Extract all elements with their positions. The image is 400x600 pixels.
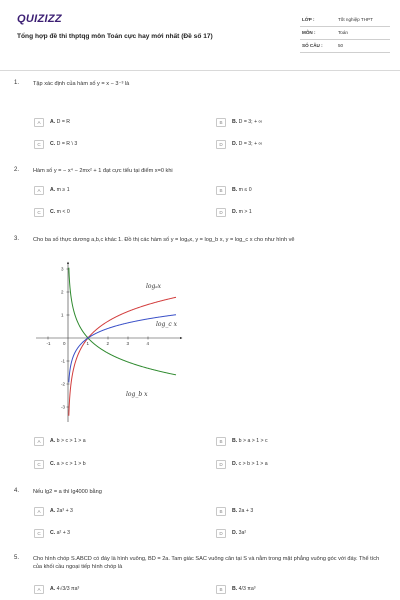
option-text (50, 209, 70, 215)
y-tick-label: 1 (61, 312, 64, 318)
meta-row-grade (300, 14, 390, 27)
option-key: D. (232, 461, 238, 467)
meta-value: Tốt nghiệp THPT (338, 17, 373, 22)
option-value: 4√3/3 πa³ (56, 586, 80, 592)
option-text (50, 586, 79, 592)
option-value: m > 1 (238, 209, 252, 215)
option-key: A. (50, 187, 56, 193)
option-key: A. (50, 438, 56, 444)
y-tick-label: -1 (61, 358, 66, 364)
option-value: D = 3; + ∞ (238, 119, 263, 125)
question-number: 1. (14, 80, 20, 86)
quizizz-logo: QUIZIZZ (17, 13, 62, 25)
worksheet-title: Tổng hợp đề thi thptqg môn Toán cực hay mới nhất (Đề số 17) (17, 33, 213, 40)
option-text (232, 461, 268, 467)
option-text (50, 508, 73, 514)
option-text (232, 119, 262, 125)
option-value: 3a² (238, 530, 247, 536)
y-tick-label: -2 (61, 381, 66, 387)
meta-label: LỚP : (302, 17, 315, 22)
option-text (50, 438, 86, 444)
question-text: Nếu lg2 = a thì lg4000 bằng (33, 489, 102, 495)
meta-row-subject (300, 27, 390, 40)
label-log-c: log_c x (156, 321, 178, 328)
x-tick-label: 0 (63, 341, 66, 346)
option-text (232, 438, 268, 444)
option-key: D. (232, 209, 238, 215)
option-letter: B (216, 118, 226, 127)
option-value: b > c > 1 > a (56, 438, 86, 444)
y-tick-label: -3 (61, 404, 66, 410)
option-key: C. (50, 530, 56, 536)
option-key: B. (232, 119, 238, 125)
option-value: D = R (56, 119, 71, 125)
option-text (50, 187, 70, 193)
curve-log-a (69, 297, 176, 415)
option-letter: A (34, 507, 44, 516)
option-letter: B (216, 585, 226, 594)
meta-value: Toán (338, 30, 348, 35)
x-tick-label: 4 (146, 341, 150, 346)
header-divider (0, 70, 400, 71)
option-key: B. (232, 438, 238, 444)
option-text (50, 141, 77, 147)
option-value: m < 0 (56, 209, 70, 215)
option-letter: B (216, 186, 226, 195)
option-key: D. (232, 530, 238, 536)
option-key: B. (232, 508, 238, 514)
question-text: Tập xác định của hàm số y = x − 3⁻³ là (33, 81, 130, 87)
option-letter: B (216, 437, 226, 446)
option-text (50, 461, 86, 467)
option-letter: C (34, 460, 44, 469)
meta-value: 50 (338, 43, 344, 48)
option-value: m ≥ 1 (56, 187, 70, 193)
meta-label: MÔN : (302, 30, 316, 35)
option-letter: C (34, 208, 44, 217)
option-value: 2a + 3 (238, 508, 254, 514)
option-letter: D (216, 140, 226, 149)
option-value: D = R \ 3 (56, 141, 78, 147)
option-key: C. (50, 461, 56, 467)
option-letter: B (216, 507, 226, 516)
option-letter: A (34, 186, 44, 195)
option-value: a > c > 1 > b (56, 461, 86, 467)
option-text (232, 209, 252, 215)
option-key: C. (50, 209, 56, 215)
question-text: Cho hình chóp S.ABCD có đáy là hình vuông, BD = 2a. Tam giác SAC vuông cân tại S và nằm trong mặt phẳng vuông góc với đáy. Thể tích của khối cầu ngoại tiếp hình chóp là (33, 556, 380, 570)
option-value: m ≤ 0 (238, 187, 252, 193)
option-key: A. (50, 586, 56, 592)
option-value: 4/3 πa³ (238, 586, 256, 592)
meta-label: SỐ CÂU : (302, 43, 323, 48)
option-letter: D (216, 460, 226, 469)
option-text (232, 530, 246, 536)
x-tick-label: 3 (126, 341, 130, 346)
option-text (50, 119, 70, 125)
option-text (232, 141, 262, 147)
question-number: 5. (14, 555, 20, 561)
log-functions-graph (32, 252, 200, 424)
option-text (50, 530, 70, 536)
option-letter: D (216, 529, 226, 538)
option-letter: D (216, 208, 226, 217)
x-tick-label: 1 (86, 341, 90, 346)
option-key: B. (232, 187, 238, 193)
option-value: D = 3; + ∞ (238, 141, 263, 147)
option-text (232, 187, 252, 193)
question-text: Hàm số y = − x⁴ − 2mx² + 1 đạt cực tiểu tại điểm x=0 khi (33, 168, 173, 174)
label-log-a: logₐx (146, 283, 162, 290)
option-value: 2a³ + 3 (56, 508, 73, 514)
option-letter: A (34, 437, 44, 446)
x-tick-label: -1 (46, 341, 51, 346)
y-tick-label: 2 (61, 289, 64, 295)
option-letter: A (34, 118, 44, 127)
option-value: a² + 3 (56, 530, 71, 536)
label-log-b: log_b x (126, 391, 148, 398)
meta-row-question-count (300, 40, 390, 53)
option-text (232, 508, 253, 514)
option-key: B. (232, 586, 238, 592)
option-key: A. (50, 508, 56, 514)
option-value: c > b > 1 > a (238, 461, 268, 467)
worksheet-header (0, 0, 400, 68)
question-number: 2. (14, 167, 20, 173)
question-text: Cho ba số thực dương a,b,c khác 1. Đồ thị các hàm số y = logₐx, y = log_b x, y = log_c x cho như hình vẽ (33, 237, 295, 243)
y-tick-label: 3 (61, 266, 64, 272)
x-tick-label: 2 (106, 341, 110, 346)
option-key: C. (50, 141, 56, 147)
option-letter: A (34, 585, 44, 594)
option-key: D. (232, 141, 238, 147)
question-number: 3. (14, 236, 20, 242)
worksheet-meta (300, 14, 390, 53)
question-number: 4. (14, 488, 20, 494)
option-text (232, 586, 256, 592)
option-letter: C (34, 140, 44, 149)
option-key: A. (50, 119, 56, 125)
option-value: b > a > 1 > c (238, 438, 268, 444)
option-letter: C (34, 529, 44, 538)
